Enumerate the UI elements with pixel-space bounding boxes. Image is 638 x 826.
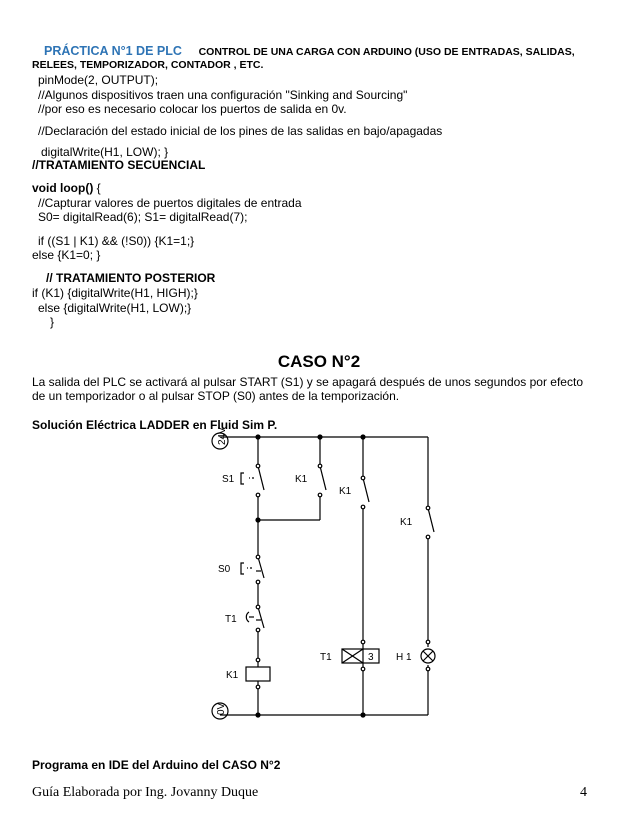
- code-line: //Algunos dispositivos traen una configuración "Sinking and Sourcing": [38, 88, 408, 102]
- practice-title: PRÁCTICA N°1 DE PLC: [44, 44, 182, 58]
- h1-lamp-label: H 1: [396, 652, 412, 663]
- practice-subtitle-continued: RELEES, TEMPORIZADOR, CONTADOR , ETC.: [32, 59, 264, 71]
- ladder-heading: Solución Eléctrica LADDER en Fluid Sim P.: [32, 418, 278, 432]
- code-line: //Capturar valores de puertos digitales de entrada: [38, 196, 302, 210]
- code-line: S0= digitalRead(6); S1= digitalRead(7);: [38, 210, 248, 224]
- code-line: //Declaración del estado inicial de los pines de las salidas en bajo/apagadas: [38, 124, 443, 138]
- s0-label: S0: [218, 564, 231, 575]
- code-section-heading: //TRATAMIENTO SECUENCIAL: [32, 158, 206, 172]
- case-title: CASO N°2: [277, 352, 361, 371]
- page-number: 4: [580, 785, 587, 800]
- code-line: else {digitalWrite(H1, LOW);}: [38, 301, 192, 315]
- footer-author: Guía Elaborada por Ing. Jovanny Duque: [32, 785, 259, 800]
- code-line: }: [50, 315, 55, 329]
- code-line: if (K1) {digitalWrite(H1, HIGH);}: [32, 286, 198, 300]
- k1-contact-label: K1: [295, 474, 308, 485]
- code-line: pinMode(2, OUTPUT);: [38, 73, 159, 87]
- code-section-heading: // TRATAMIENTO POSTERIOR: [46, 271, 216, 285]
- code-line: else {K1=0; }: [32, 248, 101, 262]
- supply-0v-label: 0V: [216, 702, 227, 715]
- case-description: La salida del PLC se activará al pulsar START (S1) y se apagará después de unos segundos por efecto: [32, 375, 583, 389]
- k1-contact-label: K1: [339, 486, 352, 497]
- code-line: digitalWrite(H1, LOW); }: [41, 145, 169, 159]
- loop-brace: {: [93, 181, 101, 195]
- code-line: //por eso es necesario colocar los puertos de salida en 0v.: [38, 102, 347, 116]
- s1-label: S1: [222, 474, 235, 485]
- t1-contact-label: T1: [225, 614, 237, 625]
- case-description-continued: de un temporizador o al pulsar STOP (S0) antes de la temporización.: [32, 389, 400, 403]
- code-line: if ((S1 | K1) && (!S0)) {K1=1;}: [38, 234, 195, 248]
- supply-24v-label: 24V: [217, 427, 228, 445]
- loop-keyword: void loop(): [32, 181, 94, 195]
- k1-coil-label: K1: [226, 670, 239, 681]
- k1-contact-label: K1: [400, 517, 413, 528]
- program-heading: Programa en IDE del Arduino del CASO N°2: [32, 758, 281, 772]
- practice-subtitle: CONTROL DE UNA CARGA CON ARDUINO (USO DE ENTRADAS, SALIDAS,: [198, 46, 575, 58]
- t1-preset-value: 3: [368, 652, 374, 663]
- t1-coil-label: T1: [320, 652, 332, 663]
